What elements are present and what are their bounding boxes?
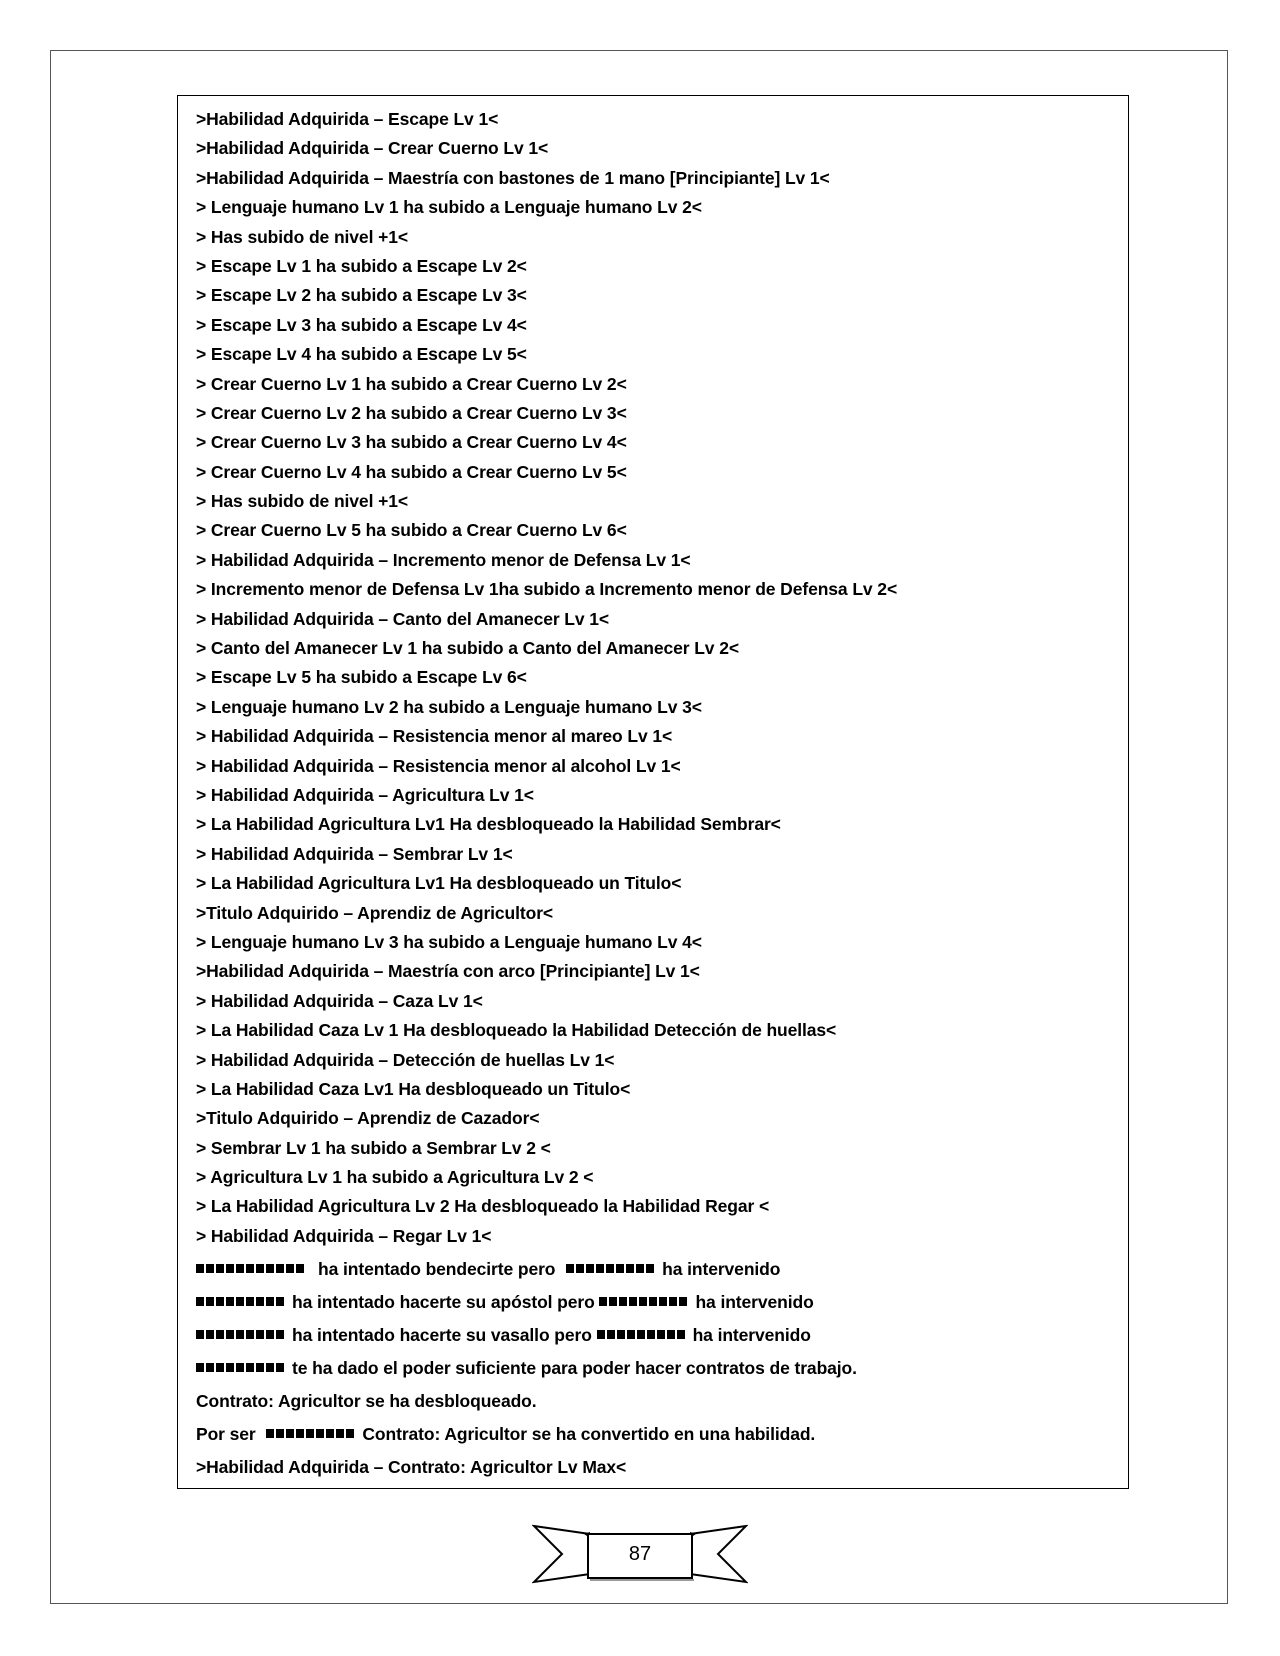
log-line: >Habilidad Adquirida – Escape Lv 1< — [196, 109, 499, 129]
page-number: 87 — [628, 1543, 652, 1565]
log-line: >Titulo Adquirido – Aprendiz de Agricultor< — [196, 902, 554, 923]
log-line: > Habilidad Adquirida – Canto del Amanecer Lv 1< — [196, 608, 610, 629]
page-number-banner — [532, 1520, 748, 1588]
log-line: > La Habilidad Caza Lv1 Ha desbloqueado un Titulo< — [196, 1078, 631, 1099]
redacted-text — [599, 1297, 689, 1306]
log-line: > Habilidad Adquirida – Agricultura Lv 1< — [196, 784, 534, 805]
bless-message — [196, 1253, 1110, 1286]
log-line: > Habilidad Adquirida – Caza Lv 1< — [196, 990, 483, 1011]
power-message — [196, 1352, 1110, 1385]
log-line: > Habilidad Adquirida – Regar Lv 1< — [196, 1225, 492, 1246]
convert-prefix: Por ser — [196, 1424, 256, 1445]
convert-text: Contrato: Agricultor se ha convertido en una habilidad. — [362, 1424, 816, 1445]
log-line: > Escape Lv 3 ha subido a Escape Lv 4< — [196, 314, 527, 335]
log-line: > Has subido de nivel +1< — [196, 491, 408, 512]
redacted-text — [196, 1264, 306, 1273]
power-text: te ha dado el poder suficiente para poder hacer contratos de trabajo. — [292, 1358, 857, 1379]
apostle-text: ha intentado hacerte su apóstol pero — [292, 1292, 595, 1313]
log-line: > La Habilidad Caza Lv 1 Ha desbloqueado la Habilidad Detección de huellas< — [196, 1020, 837, 1041]
log-line: > Canto del Amanecer Lv 1 ha subido a Canto del Amanecer Lv 2< — [196, 638, 739, 659]
apostle-message — [196, 1286, 1110, 1319]
redacted-text — [196, 1330, 286, 1339]
vassal-text: ha intentado hacerte su vasallo pero — [292, 1325, 592, 1346]
log-line: > Crear Cuerno Lv 3 ha subido a Crear Cuerno Lv 4< — [196, 432, 627, 453]
log-line: > Lenguaje humano Lv 2 ha subido a Lenguaje humano Lv 3< — [196, 696, 702, 717]
log-line: > Lenguaje humano Lv 1 ha subido a Lenguaje humano Lv 2< — [196, 197, 702, 218]
log-line: > Habilidad Adquirida – Resistencia menor al mareo Lv 1< — [196, 726, 673, 747]
final-line-text: >Habilidad Adquirida – Contrato: Agricultor Lv Max< — [196, 1457, 627, 1478]
log-line: > Escape Lv 2 ha subido a Escape Lv 3< — [196, 285, 527, 306]
log-line: > Agricultura Lv 1 ha subido a Agricultura Lv 2 < — [196, 1167, 594, 1188]
log-line: >Habilidad Adquirida – Maestría con arco [Principiante] Lv 1< — [196, 961, 700, 982]
convert-message — [196, 1418, 1110, 1451]
log-line: > Escape Lv 5 ha subido a Escape Lv 6< — [196, 667, 527, 688]
final-log-line — [196, 1451, 1110, 1484]
log-line: > La Habilidad Agricultura Lv 2 Ha desbloqueado la Habilidad Regar < — [196, 1196, 770, 1217]
log-line: > Escape Lv 4 ha subido a Escape Lv 5< — [196, 344, 527, 365]
log-line: > Escape Lv 1 ha subido a Escape Lv 2< — [196, 255, 527, 276]
redacted-text — [266, 1429, 356, 1438]
unlocked-text: Contrato: Agricultor se ha desbloqueado. — [196, 1391, 537, 1412]
log-line: > Habilidad Adquirida – Incremento menor de Defensa Lv 1< — [196, 549, 691, 570]
log-line: > Lenguaje humano Lv 3 ha subido a Lenguaje humano Lv 4< — [196, 931, 702, 952]
log-line: > Incremento menor de Defensa Lv 1ha subido a Incremento menor de Defensa Lv 2< — [196, 579, 898, 600]
redacted-text — [196, 1363, 286, 1372]
log-line: > Crear Cuerno Lv 2 ha subido a Crear Cuerno Lv 3< — [196, 402, 627, 423]
log-line: > Habilidad Adquirida – Sembrar Lv 1< — [196, 843, 513, 864]
unlocked-message — [196, 1385, 1110, 1418]
log-line: > Habilidad Adquirida – Resistencia menor al alcohol Lv 1< — [196, 755, 681, 776]
log-line: > La Habilidad Agricultura Lv1 Ha desbloqueado la Habilidad Sembrar< — [196, 814, 781, 835]
system-log-box — [177, 95, 1129, 1489]
apostle-end: ha intervenido — [695, 1292, 814, 1313]
log-line: >Titulo Adquirido – Aprendiz de Cazador< — [196, 1108, 540, 1129]
log-line: >Habilidad Adquirida – Maestría con bastones de 1 mano [Principiante] Lv 1< — [196, 167, 830, 188]
redacted-text — [597, 1330, 687, 1339]
log-line: > Crear Cuerno Lv 4 ha subido a Crear Cuerno Lv 5< — [196, 461, 627, 482]
log-line: > Crear Cuerno Lv 1 ha subido a Crear Cuerno Lv 2< — [196, 373, 627, 394]
log-line: > Crear Cuerno Lv 5 ha subido a Crear Cuerno Lv 6< — [196, 520, 627, 541]
log-line: > Has subido de nivel +1< — [196, 226, 408, 247]
vassal-message — [196, 1319, 1110, 1352]
vassal-end: ha intervenido — [692, 1325, 811, 1346]
redacted-text — [566, 1264, 656, 1273]
log-line: >Habilidad Adquirida – Crear Cuerno Lv 1< — [196, 138, 549, 159]
log-line: > La Habilidad Agricultura Lv1 Ha desbloqueado un Titulo< — [196, 873, 682, 894]
log-lines — [196, 105, 1110, 1251]
log-line: > Sembrar Lv 1 ha subido a Sembrar Lv 2 < — [196, 1137, 551, 1158]
bless-end: ha intervenido — [662, 1259, 781, 1280]
log-line: > Habilidad Adquirida – Detección de huellas Lv 1< — [196, 1049, 615, 1070]
redacted-text — [196, 1297, 286, 1306]
bless-text: ha intentado bendecirte pero — [318, 1259, 556, 1280]
